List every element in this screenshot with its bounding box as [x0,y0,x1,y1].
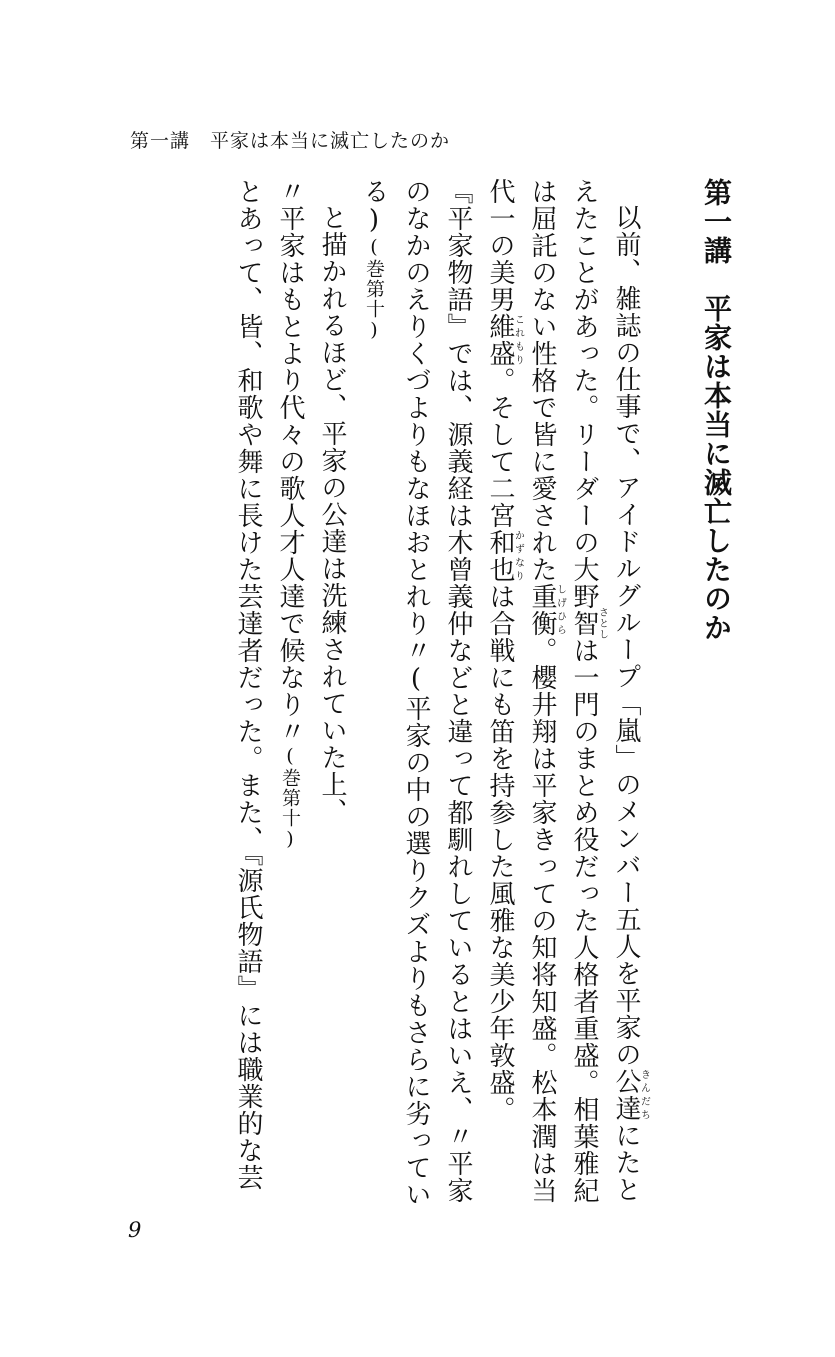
paragraph-1-part-3: は一門のまとめ役だった人格者重盛。相葉雅紀は屈託のない性格で皆に愛された [527,178,599,1204]
ruby-shigehira: 重衡しげひら [527,583,566,637]
paragraph-1 [479,178,649,1208]
paragraph-2 [353,178,479,1208]
paragraph-2-text: 『平家物語』では、源義経は木曾義仲などと違って都馴れしているとはいえ、〃平家のなかのえりくづよりもなほおとれり〃(平家の中の選りクズよりもさらに劣っている) [359,178,473,1208]
paragraph-1-part-5: 。そして二宮 [485,367,515,529]
paragraph-1-part-1: 以前、雑誌の仕事で、アイドルグループ「嵐」のメンバー五人を平家の [611,204,641,1068]
ruby-kazunari: 和也かずなり [485,529,524,583]
paragraph-1-part-4: 。櫻井翔は平家きっての知将知盛。松本潤は当代一の美男 [485,178,557,1204]
ruby-kindachi: 公達きんだち [611,1068,650,1122]
ruby-koremori: 維盛これもり [485,313,524,367]
running-head: 第一講 平家は本当に滅亡したのか [130,130,451,152]
paragraph-4-citation: (巻第十) [279,745,301,851]
chapter-title: 第一講 平家は本当に滅亡したのか [700,178,733,642]
ruby-satoshi: 智さとし [569,607,608,640]
body-text [177,178,737,1208]
paragraph-1-part-2: にたとえたことがあった。リーダーの大野 [569,178,641,1203]
paragraph-5: とあって、皆、和歌や舞に長けた芸達者だった。また、『源氏物語』には職業的な芸 [233,178,263,1191]
paragraph-4 [269,178,311,1208]
page-number: 9 [128,1218,142,1242]
paragraph-1-part-6: は合戦にも笛を持参した風雅な美少年敦盛。 [485,583,515,1123]
paragraph-4-text: 〃平家はもとより代々の歌人才人達で候なり〃 [275,178,305,745]
paragraph-2-citation: (巻第十) [363,236,385,342]
paragraph-3: と描かれるほど、平家の公達は洗練されていた上、 [317,204,347,825]
